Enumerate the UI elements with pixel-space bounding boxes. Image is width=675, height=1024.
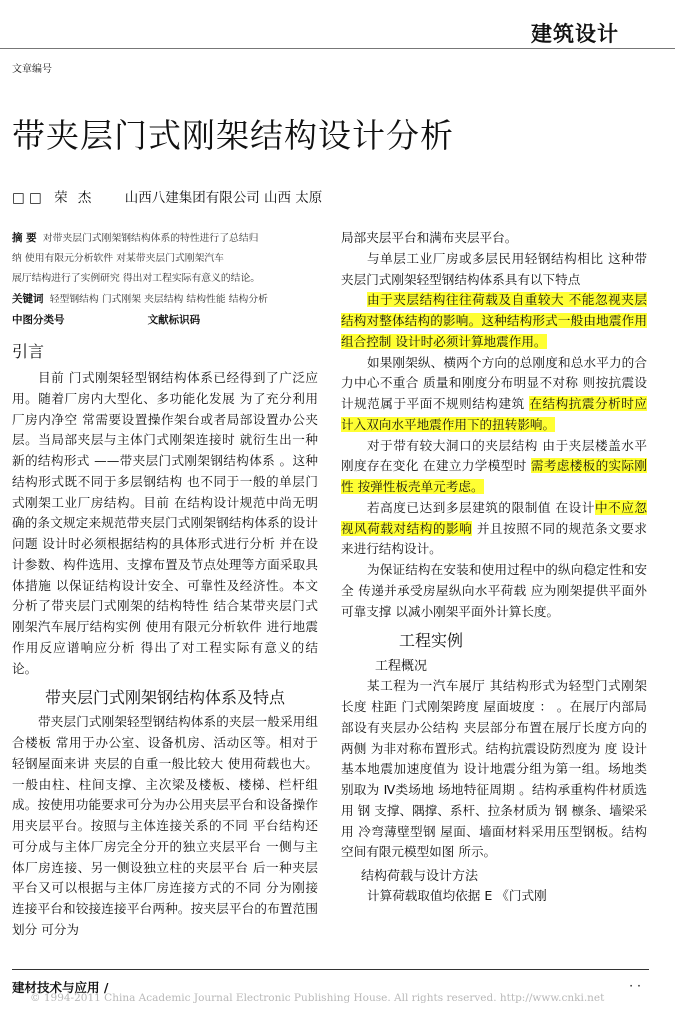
right-paragraph-0: 局部夹层平台和满布夹层平台。 [341, 230, 518, 245]
keywords: 轻型钢结构 门式刚架 夹层结构 结构性能 结构分析 [49, 294, 268, 305]
highlight-2: 在结构抗震分析时应计入双向水平地震作用下的扭转影响。 [341, 396, 647, 432]
feature-4-text-a: 若高度已达到多层建筑的限制值 在设计 [367, 499, 595, 515]
section-2-heading: 工程实例 [399, 631, 464, 651]
article-number-label: 文章编号 [12, 64, 52, 75]
abstract-line-1: 对带夹层门式刚架钢结构体系的特性进行了总结归 [42, 233, 259, 244]
feature-1 [341, 290, 647, 352]
abstract [12, 228, 318, 331]
class-number-label: 中图分类号 [12, 314, 65, 326]
highlight-4: 中不应忽视风荷载对结构的影响 [341, 499, 647, 536]
feature-4 [341, 498, 647, 560]
right-column [341, 228, 647, 907]
section-1-heading: 带夹层门式刚架钢结构体系及特点 [44, 688, 285, 708]
subsection-loads-design: 结构荷载与设计方法 [361, 869, 479, 884]
intro-paragraph: 目前 门式刚架轻型钢结构体系已经得到了广泛应用。随着厂房内大型化、多功能化发展 为了充分利用厂房内净空 常需要设置操作架台或者局部设置办公夹层。当局部夹层与主体门式刚架连接时 就衍生出一种新的结构形式 ——带夹层门式刚架钢结构体系 。这种结构形式既不同于多层钢结构 也不同于一般的单层门式刚架工业厂房结构。目前 在结构设计规范中尚无明确的条文规定来规范带夹层门式刚架钢结构体系的设计问题 设计时必须根据结构的具体形式进行分析 并在设计参数、构件选用、支撑布置及节点处理等方面采取具体措施 以保证结构设计安全、可靠性及经济性。本文分析了带夹层门式刚架的结构特性 结合某带夹层门式刚架汽车展厅结构实例 使用有限元分析软件 进行地震作用反应谱响应分析 得出了对工程实际有意义的结论。 [12, 370, 318, 676]
author-line [12, 186, 330, 206]
intro-heading: 引言 [12, 342, 45, 361]
author-placeholder: □ □ [12, 190, 42, 206]
highlight-3: 需考虑楼板的实际刚性 按弹性板壳单元考虑。 [341, 458, 647, 494]
feature-2-text: 如果刚架纵、横两个方向的总刚度和总水平力的合力中心不重合 质量和刚度分布明显不对称 则按抗震设计规范属于平面不规则结构建筑 [341, 354, 647, 411]
abstract-label: 摘 要 [12, 232, 37, 244]
feature-3-text: 对于带有较大洞口的夹层结构 由于夹层楼盖水平刚度存在变化 在建立力学模型时 [341, 437, 647, 474]
section-1-paragraph: 带夹层门式刚架轻型钢结构体系的夹层一般采用组合楼板 常用于办公室、设备机房、活动区等。相对于轻钢屋面来讲 夹层的自重一般比较大 使用荷载也大。一般由柱、柱间支撑、主次梁及楼板、楼梯、栏杆组成。按使用功能要求可分为办公用夹层平台和设备操作用夹层平台。按照与主体连接关系的不同 平台结构还可分成与主体厂房完全分开的独立夹层平台 一侧与主体厂房连接、另一侧设独立柱的夹层平台 后一种夹层平台又可以根据与主体厂房连接方式的不同 分为刚接连接平台和铰接连接平台两种。按夹层平台的布置范围划分 可分为 [12, 714, 318, 937]
highlight-1: 由于夹层结构往往荷载及自重较大 不能忽视夹层结构对整体结构的影响。这种结构形式一般由地震作用组合控制 设计时必须计算地震作用。 [341, 292, 647, 349]
loads-paragraph: 计算荷载取值均依据 E 《门式刚 [367, 888, 547, 903]
project-overview-paragraph: 某工程为一汽车展厅 其结构形式为轻型门式刚架 长度 柱距 门式刚架跨度 屋面坡度 ： 。在展厅内部局部设有夹层办公结构 夹层部分布置在展厅长度方向的两侧 为非对称布置形式。结构抗震设防烈度为 度 设计基本地震加速度值为 设计地震分组为第一组。场地类别取为 Ⅳ类场地 场地特征周期 。结构承重构件材质选用 钢 支撑、隅撑、系杆、拉条材质为 钢 檩条、墙梁采用 冷弯薄壁型钢 屋面、墙面材料采用压型钢板。结构空间有限元模型如图 所示。 [341, 678, 647, 860]
feature-4-text-b: 并且按照不同的规范条文要求来进行结构设计。 [341, 520, 648, 557]
feature-5: 为保证结构在安装和使用过程中的纵向稳定性和安全 传递并承受房屋纵向水平荷载 应为刚架提供平面外可靠支撑 以减小刚架平面外计算长度。 [341, 562, 647, 619]
feature-3 [341, 436, 647, 498]
keywords-label: 关键词 [12, 293, 44, 305]
footer-journal: 建材技术与应用 / [12, 980, 109, 995]
header-rule [0, 48, 675, 49]
left-column [12, 228, 318, 941]
doc-code-label: 文献标识码 [147, 314, 201, 326]
journal-category: 建筑设计 [531, 22, 619, 46]
right-paragraph-1: 与单层工业厂房或多层民用轻钢结构相比 这种带夹层门式刚架轻型钢结构体系具有以下特点 [341, 250, 647, 287]
paper-title: 带夹层门式刚架结构设计分析 [12, 116, 454, 155]
abstract-line-3: 展厅结构进行了实例研究 得出对工程实际有意义的结论。 [12, 273, 261, 284]
author-name: 荣 杰 [54, 190, 95, 206]
subsection-project-overview: 工程概况 [375, 659, 428, 675]
copyright-watermark: © 1994-2011 China Academic Journal Electronic Publishing House. All rights reserved. http://www.cnki.net [30, 992, 605, 1004]
footer-page-marks: · · [629, 978, 641, 993]
feature-2 [341, 353, 647, 436]
author-affiliation: 山西八建集团有限公司 山西 太原 [124, 190, 323, 206]
footer-rule [12, 969, 649, 970]
abstract-line-2: 纳 使用有限元分析软件 对某带夹层门式刚架汽车 [12, 253, 224, 264]
